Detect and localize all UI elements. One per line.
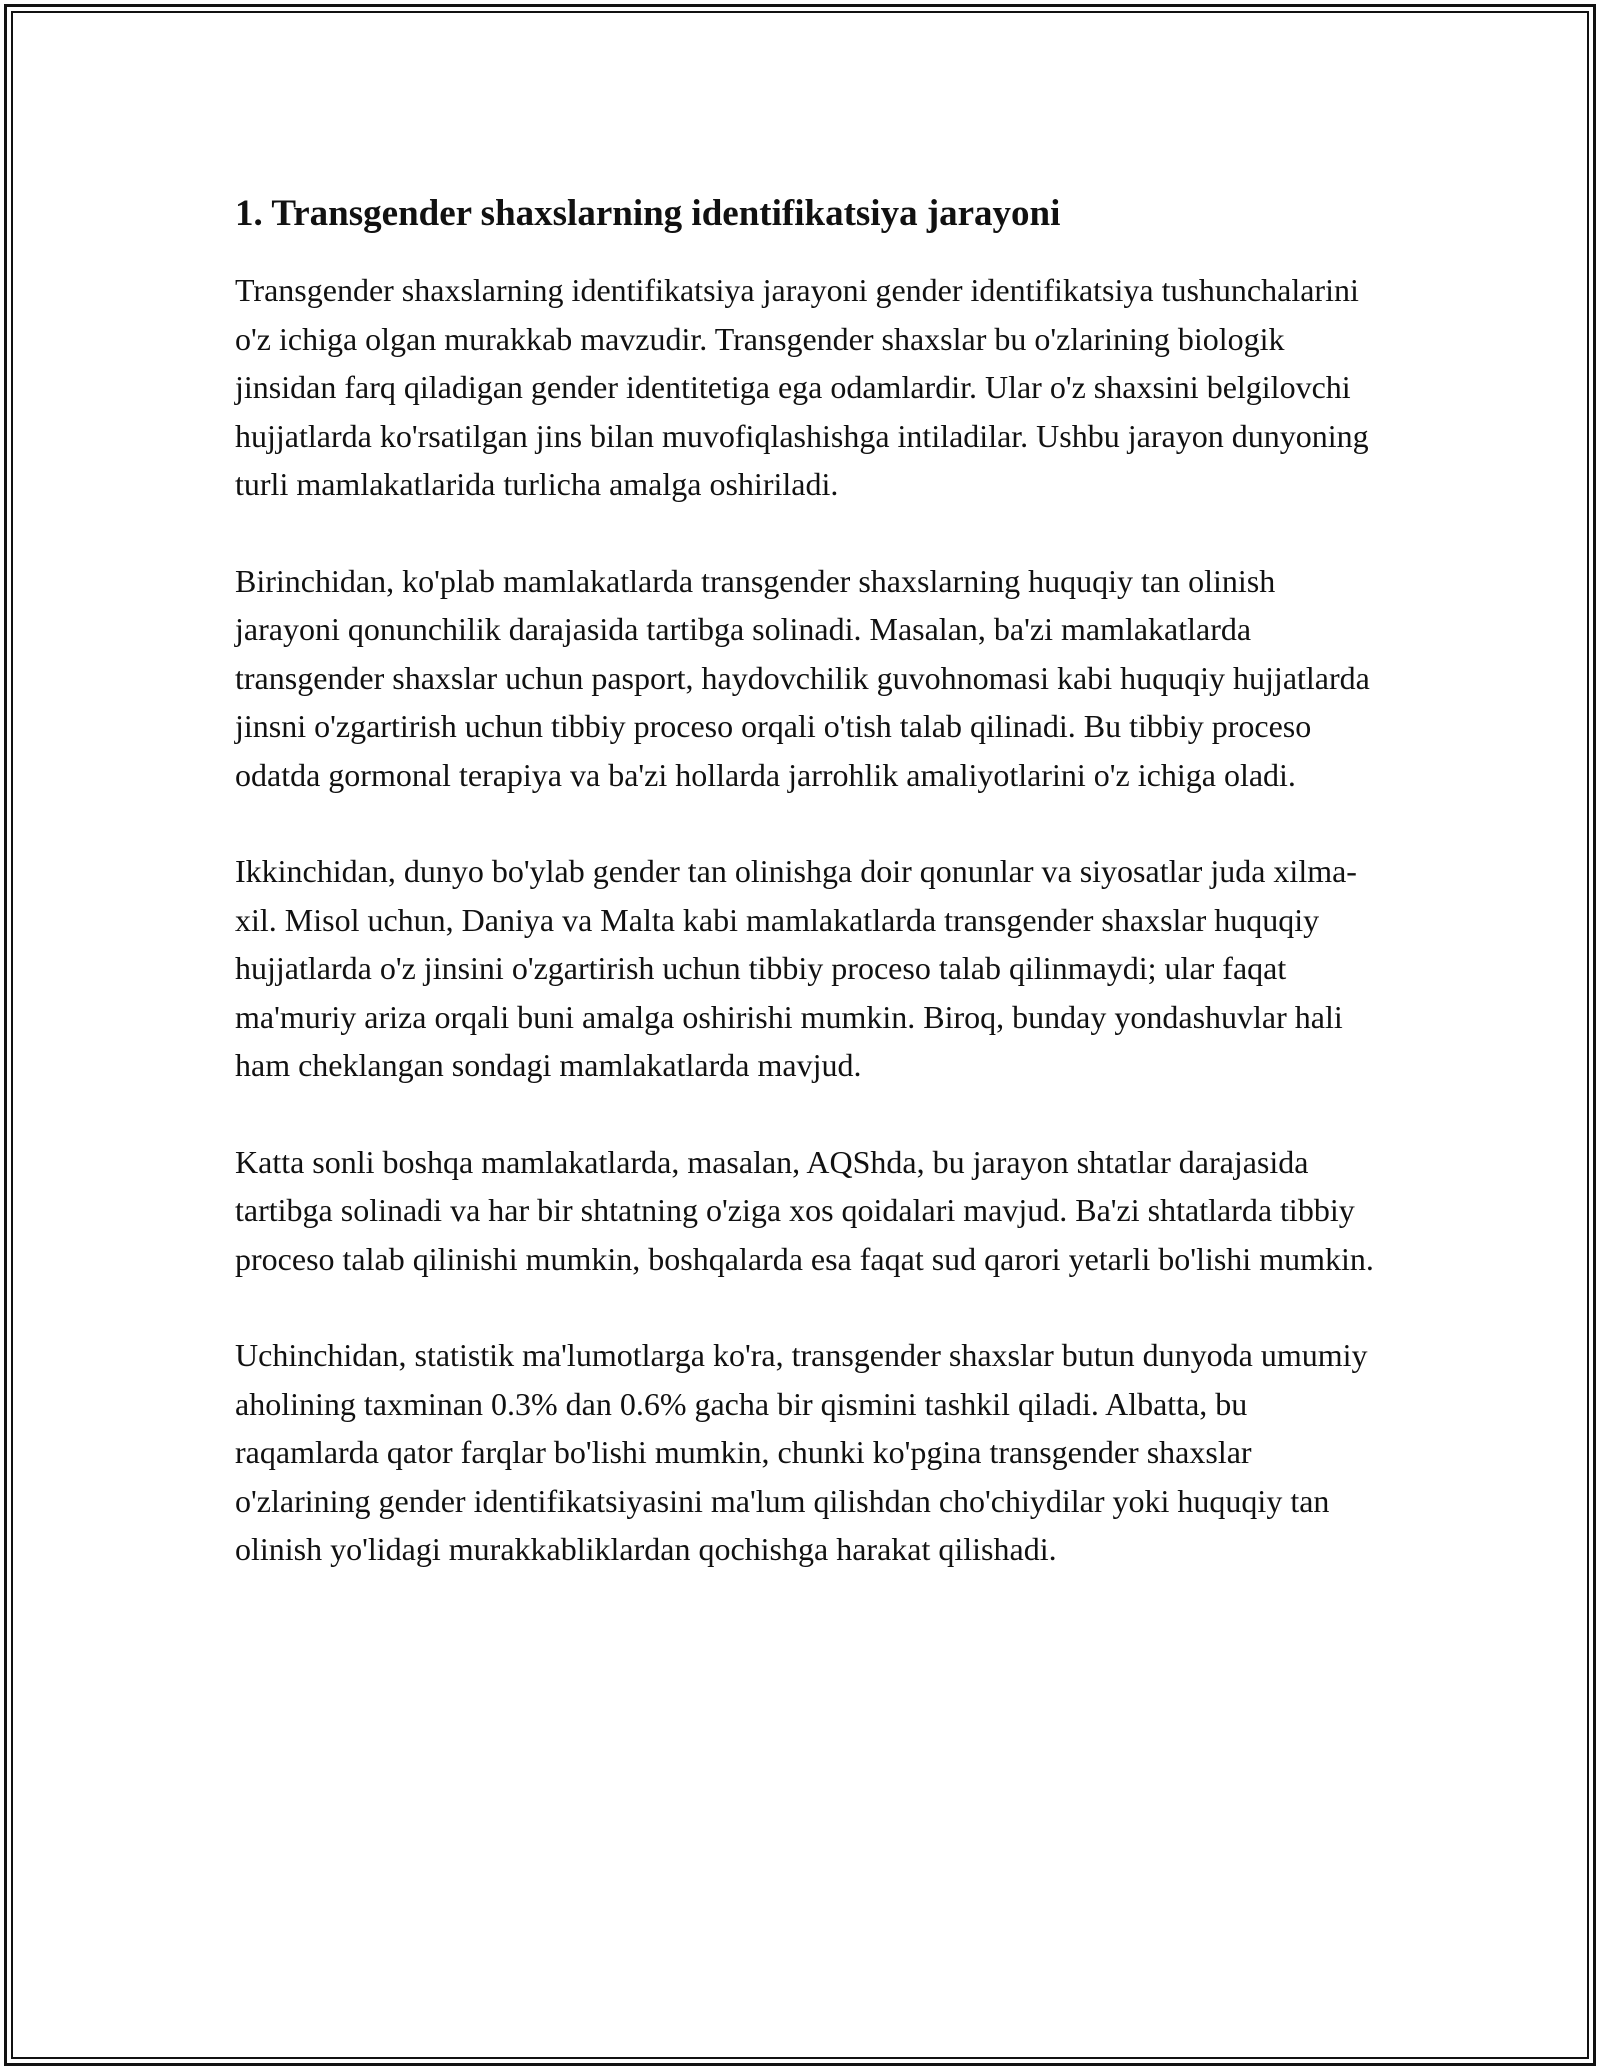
paragraph-2: Birinchidan, ko'plab mamlakatlarda transgender shaxslarning huquqiy tan olinish jarayoni qonunchilik darajasida tartibga solinadi. Masalan, ba'zi mamlakatlarda transgender shaxslar uchun pasport, haydovchilik guvohnomasi kabi huquqiy hujjatlarda jinsni o'zgartirish uchun tibbiy proceso orqali o'tish talab qilinadi. Bu tibbiy proceso odatda gormonal terapiya va ba'zi hollarda jarrohlik amaliyotlarini o'z ichiga oladi.: [235, 562, 1370, 793]
paragraph-3: Ikkinchidan, dunyo bo'ylab gender tan olinishga doir qonunlar va siyosatlar juda xilma-xil. Misol uchun, Daniya va Malta kabi mamlakatlarda transgender shaxslar huquqiy hujjatlarda o'z jinsini o'zgartirish uchun tibbiy proceso talab qilinmaydi; ular faqat ma'muriy ariza orqali buni amalga oshirishi mumkin. Biroq, bunday yondashuvlar hali ham cheklangan sondagi mamlakatlarda mavjud.: [235, 853, 1357, 1083]
section-heading: 1. Transgender shaxslarning identifikatsiya jarayoni: [235, 193, 1061, 234]
paragraph-5: Uchinchidan, statistik ma'lumotlarga ko'ra, transgender shaxslar butun dunyoda umumiy aholining taxminan 0.3% dan 0.6% gacha bir qismini tashkil qiladi. Albatta, bu raqamlarda qator farqlar bo'lishi mumkin, chunki ko'pgina transgender shaxslar o'zlarining gender identifikatsiyasini ma'lum qilishdan cho'chiydilar yoki huquqiy tan olinish yo'lidagi murakkabliklardan qochishga harakat qilishadi.: [235, 1337, 1368, 1567]
document-body: [235, 184, 1375, 1622]
paragraph-1: Transgender shaxslarning identifikatsiya jarayoni gender identifikatsiya tushunchalarini o'z ichiga olgan murakkab mavzudir. Transgender shaxslar bu o'zlarining biologik jinsidan farq qiladigan gender identitetiga ega odamlardir. Ular o'z shaxsini belgilovchi hujjatlarda ko'rsatilgan jins bilan muvofiqlashishga intiladilar. Ushbu jarayon dunyoning turli mamlakatlarida turlicha amalga oshiriladi.: [235, 272, 1369, 502]
paragraph-4: Katta sonli boshqa mamlakatlarda, masalan, AQShda, bu jarayon shtatlar darajasida tartibga solinadi va har bir shtatning o'ziga xos qoidalari mavjud. Ba'zi shtatlarda tibbiy proceso talab qilinishi mumkin, boshqalarda esa faqat sud qarori yetarli bo'lishi mumkin.: [235, 1143, 1374, 1277]
